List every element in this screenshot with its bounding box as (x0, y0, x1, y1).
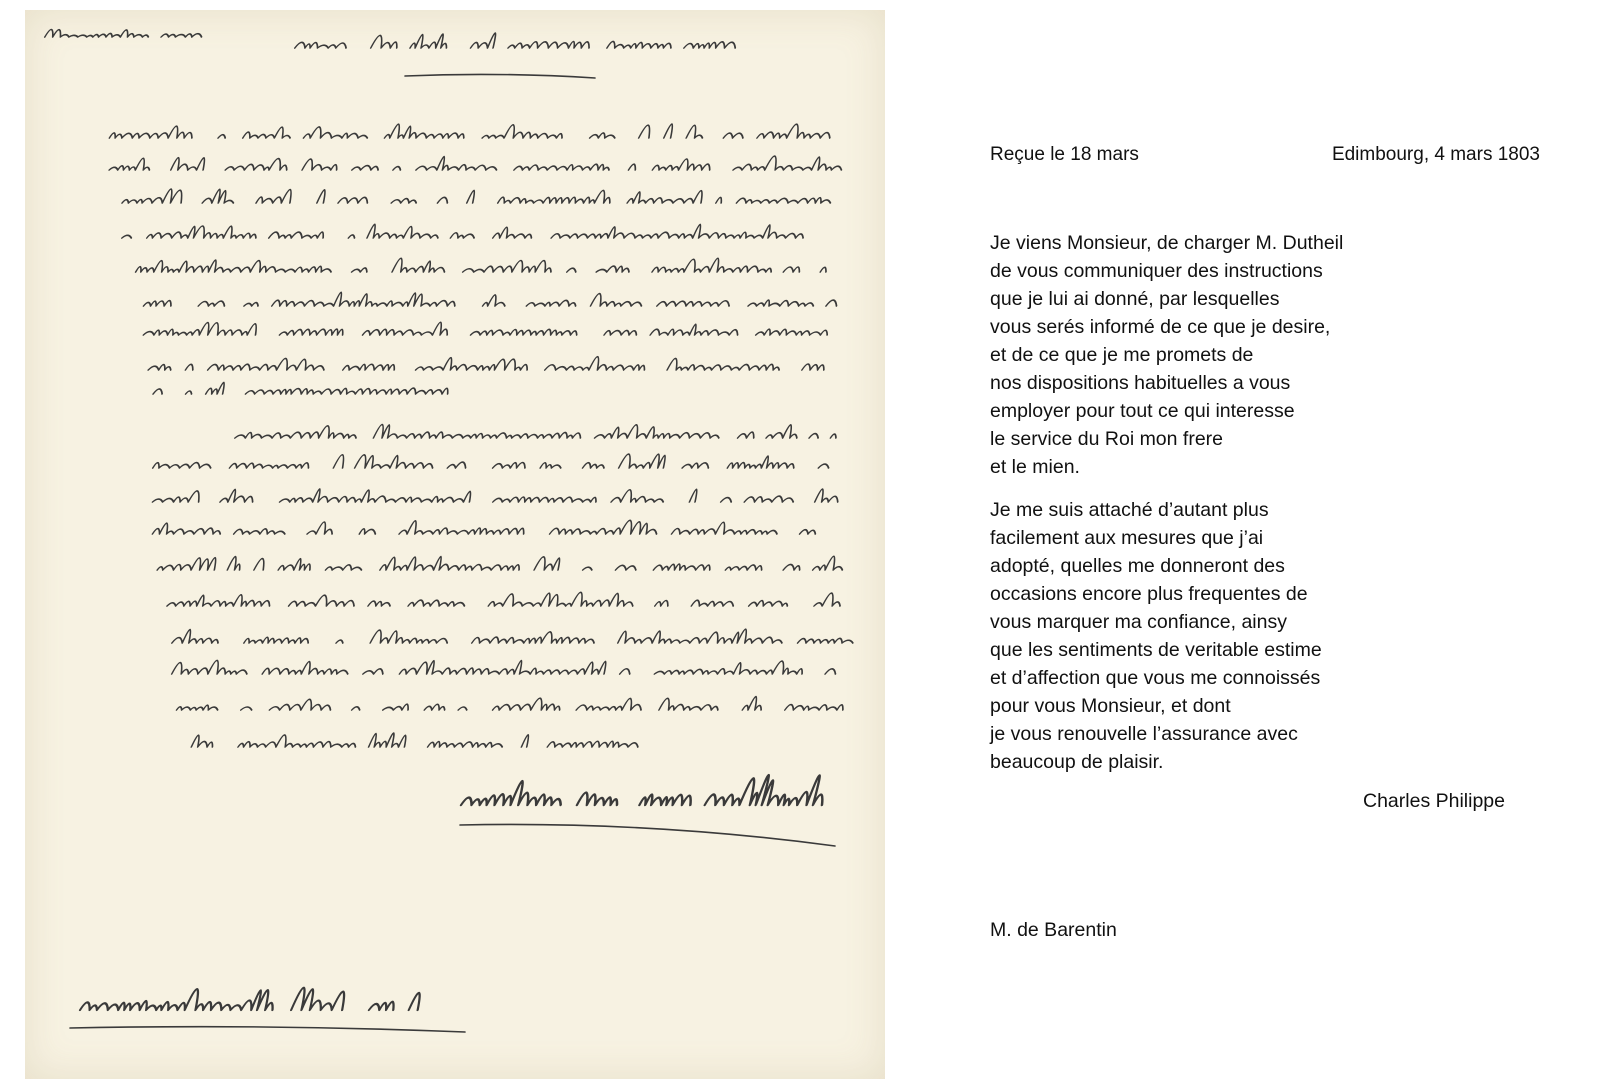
handwritten-line (172, 660, 858, 674)
handwritten-line (153, 382, 451, 394)
addressee-underline (70, 1027, 465, 1032)
handwritten-line (143, 322, 831, 335)
handwritten-line (172, 629, 857, 643)
handwritten-line (167, 592, 868, 606)
signature-text: Charles Philippe (1363, 790, 1505, 812)
body-paragraph-2: Je me suis attaché d’autant plus facilement aux mesures que j’ai adopté, quelles me donneront des occasions encore plus frequentes de vous marquer ma confiance, ainsy que les sentiments de veritable estime et d’affection que vous me connoissés pour vous Monsieur, et dont je vous renouvelle l’assurance avec beaucoup de plaisir. (990, 499, 1322, 773)
handwritten-line (148, 357, 846, 370)
date-underline (405, 74, 595, 78)
handwritten-line (177, 697, 848, 710)
addressee-scribble (80, 988, 449, 1010)
addressee-text: M. de Barentin (990, 919, 1117, 941)
handwritten-line (122, 224, 836, 238)
handwritten-line (153, 489, 842, 502)
handwriting-drawing (25, 10, 885, 1079)
handwritten-line (191, 733, 642, 747)
handwritten-line (109, 124, 834, 138)
letter-date: Edimbourg, 4 mars 1803 (1331, 144, 1540, 165)
corner-note-scribble (45, 30, 204, 38)
handwritten-line (157, 556, 847, 570)
transcription-panel (990, 0, 1580, 1079)
received-note: Reçue le 18 mars (990, 144, 1139, 165)
handwritten-line (136, 258, 831, 272)
signature-scribble (461, 775, 832, 805)
handwritten-line (235, 425, 840, 438)
handwritten-letter-image (25, 10, 885, 1079)
handwritten-line (152, 520, 840, 534)
handwritten-line (109, 156, 846, 170)
handwritten-line (144, 292, 866, 306)
date-line-scribble (295, 33, 756, 48)
handwritten-line (122, 189, 860, 203)
signature-underline (460, 824, 835, 846)
body-paragraph-1: Je viens Monsieur, de charger M. Dutheil de vous communiquer des instructions que je lui ai donné, par lesquelles vous serés informé de ce que je desire, et de ce que je me promets de nos dispositions habituelles a vous employer pour tout ce qui interesse le service du Roi mon frere et le mien. (990, 232, 1344, 478)
handwritten-line (153, 454, 833, 468)
